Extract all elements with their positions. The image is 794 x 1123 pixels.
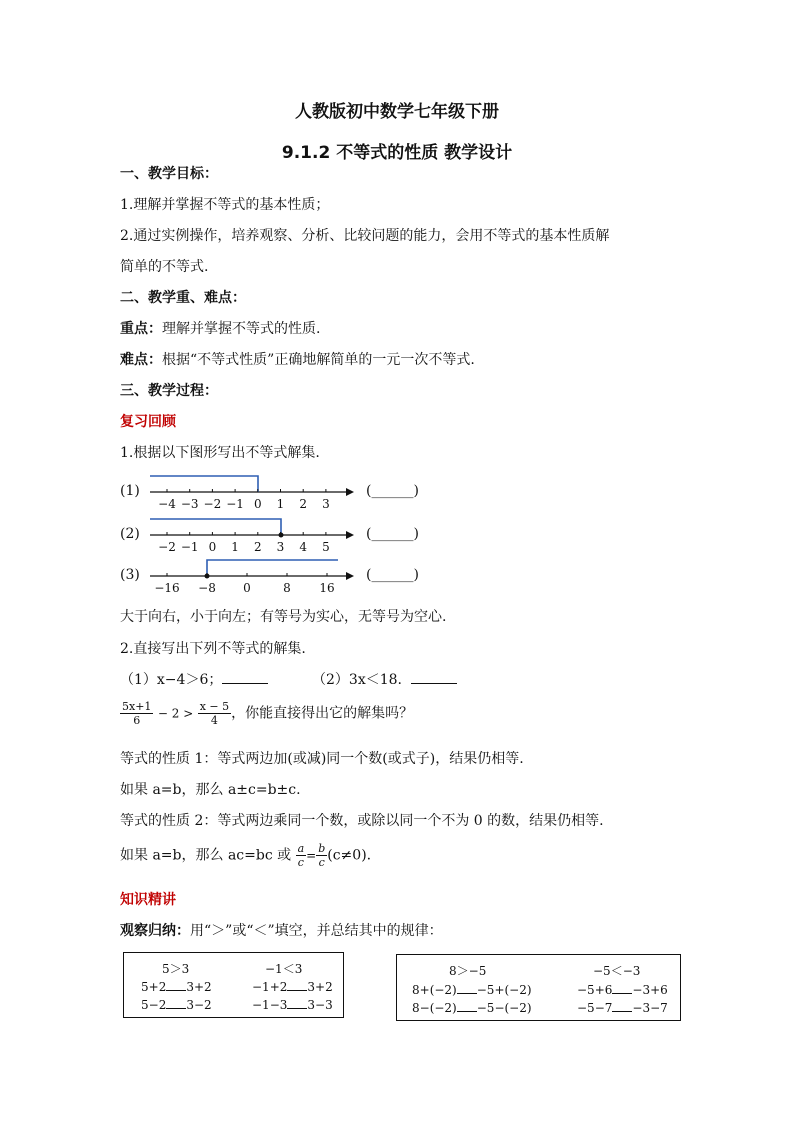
- question-2a: [120, 669, 268, 689]
- key-point-label: 重点：: [120, 321, 162, 337]
- fill-blank[interactable]: [457, 999, 477, 1012]
- number-line-1-label: (1): [120, 483, 140, 499]
- fill-blank[interactable]: [287, 978, 307, 991]
- eq2-equals: =: [306, 848, 317, 863]
- question-2b-blank[interactable]: [411, 669, 457, 684]
- tick-label: 0: [243, 581, 251, 595]
- cell-right-r1-a: 8＞−5: [449, 964, 487, 978]
- expr: 3+2: [186, 980, 212, 994]
- equality-property-2-example: [120, 842, 371, 869]
- tick-label: −2: [158, 540, 176, 554]
- key-point: [120, 318, 320, 338]
- axis-arrow: [346, 531, 354, 539]
- tick-label: −2: [203, 497, 222, 511]
- solution-ray: [150, 519, 281, 535]
- goal-2-line-1: 2.通过实例操作，培养观察、分析、比较问题的能力，会用不等式的基本性质解: [120, 228, 610, 244]
- cell-right-r3-b: [577, 999, 668, 1015]
- fraction-b-denominator: c: [318, 856, 325, 869]
- tick-label: 2: [299, 497, 308, 511]
- section-heading-goals: 一、教学目标：: [120, 166, 218, 182]
- equality-property-2: 等式的性质 2：等式两边乘同一个数，或除以同一个不为 0 的数，结果仍相等.: [120, 813, 604, 829]
- cell-right-r1-b: −5＜−3: [593, 964, 641, 978]
- tick-label: −16: [154, 581, 180, 595]
- solution-ray: [150, 476, 258, 492]
- fraction-a-denominator: c: [297, 856, 304, 869]
- number-line-3-answer[interactable]: (______): [366, 567, 419, 583]
- expr: 8−(−2): [412, 1001, 457, 1015]
- expr: 5+2: [141, 980, 167, 994]
- tick-label: 1: [231, 540, 239, 554]
- observation-label: 观察归纳：: [120, 923, 190, 939]
- difficult-point-label: 难点：: [120, 352, 162, 368]
- eq2-suffix: (c≠0).: [327, 847, 372, 864]
- axis-arrow: [346, 572, 354, 580]
- number-line-1-answer[interactable]: (______): [366, 483, 419, 499]
- expr: 8+(−2): [412, 983, 457, 997]
- axis-arrow: [346, 488, 354, 496]
- question-3: [120, 700, 413, 727]
- fraction-2-numerator: x − 5: [199, 700, 230, 713]
- eq2-prefix: 如果 a=b，那么 ac=bc 或: [120, 847, 292, 864]
- minus-two-greater: − 2 >: [157, 706, 194, 721]
- tick-label: 3: [322, 497, 330, 511]
- expr: 5−2: [141, 998, 167, 1012]
- expr: −5+6: [577, 983, 613, 997]
- comparison-table-right: [396, 954, 681, 1021]
- number-line-2: [150, 515, 360, 555]
- cell-left-r3-b: [252, 996, 333, 1012]
- tick-label: −1: [226, 497, 244, 511]
- question-1: 1.根据以下图形写出不等式解集.: [120, 445, 320, 461]
- tick-label: 3: [276, 540, 285, 554]
- expr: −1−3: [252, 998, 288, 1012]
- fraction-a-over-c: [296, 842, 307, 869]
- review-heading: 复习回顾: [120, 414, 176, 430]
- tick-label: −4: [158, 497, 176, 511]
- expr: −3+6: [632, 983, 668, 997]
- fill-blank[interactable]: [612, 999, 632, 1012]
- number-line-1: [150, 472, 360, 512]
- cell-right-r2-b: [577, 981, 668, 997]
- cell-left-r2-a: [141, 978, 212, 994]
- tick-label: 2: [253, 540, 262, 554]
- number-line-2-answer[interactable]: (______): [366, 526, 419, 542]
- equality-property-1: 等式的性质 1：等式两边加(或减)同一个数(或式子)，结果仍相等.: [120, 751, 524, 767]
- tick-label: 0: [208, 540, 217, 554]
- question-2a-blank[interactable]: [222, 669, 268, 684]
- question-3-text: ，你能直接得出它的解集吗？: [231, 705, 414, 722]
- cell-left-r3-a: [141, 996, 212, 1012]
- number-line-3: [150, 556, 360, 596]
- expr: −1+2: [252, 980, 288, 994]
- equality-property-1-example: 如果 a=b，那么 a±c=b±c.: [120, 782, 301, 798]
- tick-label: 0: [253, 497, 262, 511]
- fill-blank[interactable]: [166, 996, 186, 1009]
- fraction-1-denominator: 6: [133, 714, 141, 727]
- tick-label: 1: [276, 497, 285, 511]
- fill-blank[interactable]: [612, 981, 632, 994]
- cell-left-r1-b: −1＜3: [265, 962, 303, 976]
- fraction-a-numerator: a: [297, 842, 305, 855]
- fill-blank[interactable]: [287, 996, 307, 1009]
- expr: −5−(−2): [476, 1001, 532, 1015]
- fraction-2: [198, 700, 231, 727]
- question-2a-text: （1）x−4＞6；: [120, 672, 223, 688]
- section-heading-key-points: 二、教学重、难点：: [120, 290, 246, 306]
- expr: 3−3: [307, 998, 333, 1012]
- cell-left-r2-b: [252, 978, 333, 994]
- knowledge-heading: 知识精讲: [120, 892, 176, 908]
- expr: −5−7: [577, 1001, 613, 1015]
- goal-2-line-2: 简单的不等式.: [120, 259, 209, 275]
- expr: −3−7: [632, 1001, 668, 1015]
- observation: [120, 920, 443, 940]
- goal-1: 1.理解并掌握不等式的基本性质；: [120, 197, 330, 213]
- fraction-1-numerator: 5x+1: [122, 700, 152, 713]
- expr: 3−2: [186, 998, 212, 1012]
- tick-label: 16: [319, 581, 335, 595]
- fraction-b-over-c: [316, 842, 327, 869]
- cell-right-r2-a: [412, 981, 532, 997]
- question-2: 2.直接写出下列不等式的解集.: [120, 641, 306, 657]
- page-title: 人教版初中数学七年级下册: [295, 102, 499, 122]
- fill-blank[interactable]: [457, 981, 477, 994]
- number-line-2-label: (2): [120, 526, 140, 542]
- expr: −5+(−2): [476, 983, 532, 997]
- fraction-1: [120, 700, 153, 727]
- solution-ray: [207, 560, 338, 576]
- section-heading-process: 三、教学过程：: [120, 383, 218, 399]
- observation-text: 用“＞”或“＜”填空，并总结其中的规律：: [190, 923, 443, 939]
- expr: 3+2: [307, 980, 333, 994]
- cell-left-r1-a: 5＞3: [162, 962, 190, 976]
- direction-rule: 大于向右，小于向左；有等号为实心，无等号为空心.: [120, 609, 447, 625]
- key-point-text: 理解并掌握不等式的性质.: [162, 321, 321, 337]
- fraction-2-denominator: 4: [210, 714, 218, 727]
- page-subtitle: 9.1.2 不等式的性质 教学设计: [281, 143, 513, 163]
- tick-label: 8: [283, 581, 291, 595]
- cell-right-r3-a: [412, 999, 532, 1015]
- number-line-3-label: (3): [120, 567, 140, 583]
- question-2b-text: （2）3x＜18.: [312, 672, 402, 688]
- tick-label: −8: [198, 581, 216, 595]
- tick-label: 4: [299, 540, 308, 554]
- fraction-b-numerator: b: [318, 842, 326, 855]
- tick-label: −3: [180, 497, 199, 511]
- comparison-table-left: [123, 952, 344, 1018]
- difficult-point-text: 根据“不等式性质”正确地解简单的一元一次不等式.: [162, 352, 475, 368]
- question-2b: [312, 669, 457, 689]
- fill-blank[interactable]: [166, 978, 186, 991]
- tick-label: −1: [180, 540, 199, 554]
- tick-label: 5: [322, 540, 330, 554]
- difficult-point: [120, 349, 475, 369]
